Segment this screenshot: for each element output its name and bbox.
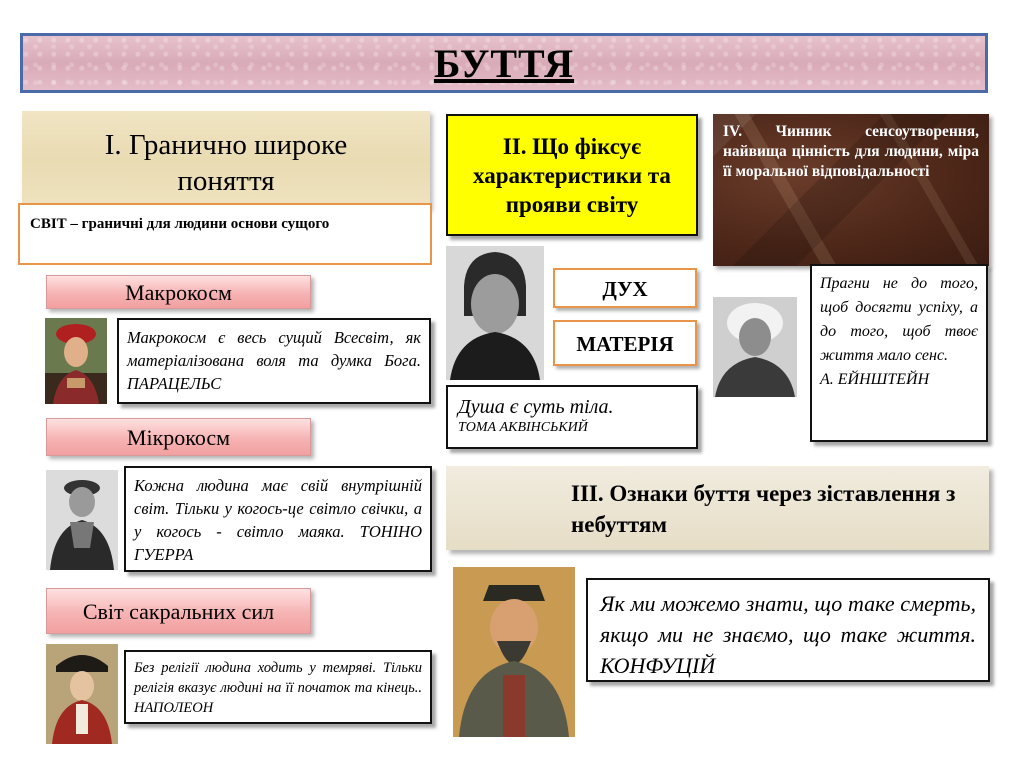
aquinas-quote-author: ТОМА АКВІНСЬКИЙ [458, 420, 588, 435]
macrocosm-quote: Макрокосм є весь сущий Всесвіт, як матеріалізована воля та думка Бога. ПАРАЦЕЛЬС [117, 318, 431, 404]
portrait-napoleon-icon [46, 644, 118, 744]
title-banner [20, 33, 988, 93]
microcosm-quote: Кожна людина має свій внутрішній світ. Тільки у когось-це світло свічки, а у когось - світло маяка. ТОНІНО ГУЕРРА [124, 466, 432, 572]
microcosm-label: Мікрокосм [46, 418, 311, 456]
einstein-quote-text: Прагни не до того, щоб досягти успіху, а до того, щоб твоє життя мало сенс. [820, 275, 978, 364]
page-title: БУТТЯ [433, 41, 575, 86]
section-2-box: ІІ. Що фіксує характеристики та прояви світу [446, 114, 698, 236]
spirit-box: ДУХ [553, 268, 697, 308]
einstein-quote-author: А. ЕЙНШТЕЙН [820, 371, 930, 388]
section-4-box: IV. Чинник сенсоутворення, найвища цінність для людини, міра її моральної відповідальності [713, 114, 989, 266]
confucius-quote: Як ми можемо знати, що таке смерть, якщо ми не знаємо, що таке життя. КОНФУЦІЙ [586, 578, 990, 682]
matter-box: МАТЕРІЯ [553, 320, 697, 366]
section-1-title: І. Гранично широке поняття [104, 129, 348, 197]
portrait-thomas-aquinas-icon [446, 246, 544, 380]
aquinas-quote [446, 385, 698, 449]
section-3-box: ІІІ. Ознаки буття через зіставлення з небуттям [446, 466, 989, 550]
portrait-confucius-icon [453, 567, 575, 737]
section-1-box [22, 111, 430, 209]
world-definition: СВІТ – граничні для людини основи сущого [18, 203, 432, 265]
aquinas-quote-text: Душа є суть тіла. [458, 396, 614, 418]
sacred-forces-quote: Без релігії людина ходить у темряві. Тільки релігія вказує людині на її початок та кінець.. НАПОЛЕОН [124, 650, 432, 724]
macrocosm-label: Макрокосм [46, 275, 311, 309]
sacred-forces-label: Світ сакральних сил [46, 588, 311, 634]
portrait-einstein-icon [713, 297, 797, 397]
portrait-paracelsus-icon [45, 318, 107, 404]
einstein-quote [810, 264, 988, 442]
portrait-tonino-guerra-icon [46, 470, 118, 570]
